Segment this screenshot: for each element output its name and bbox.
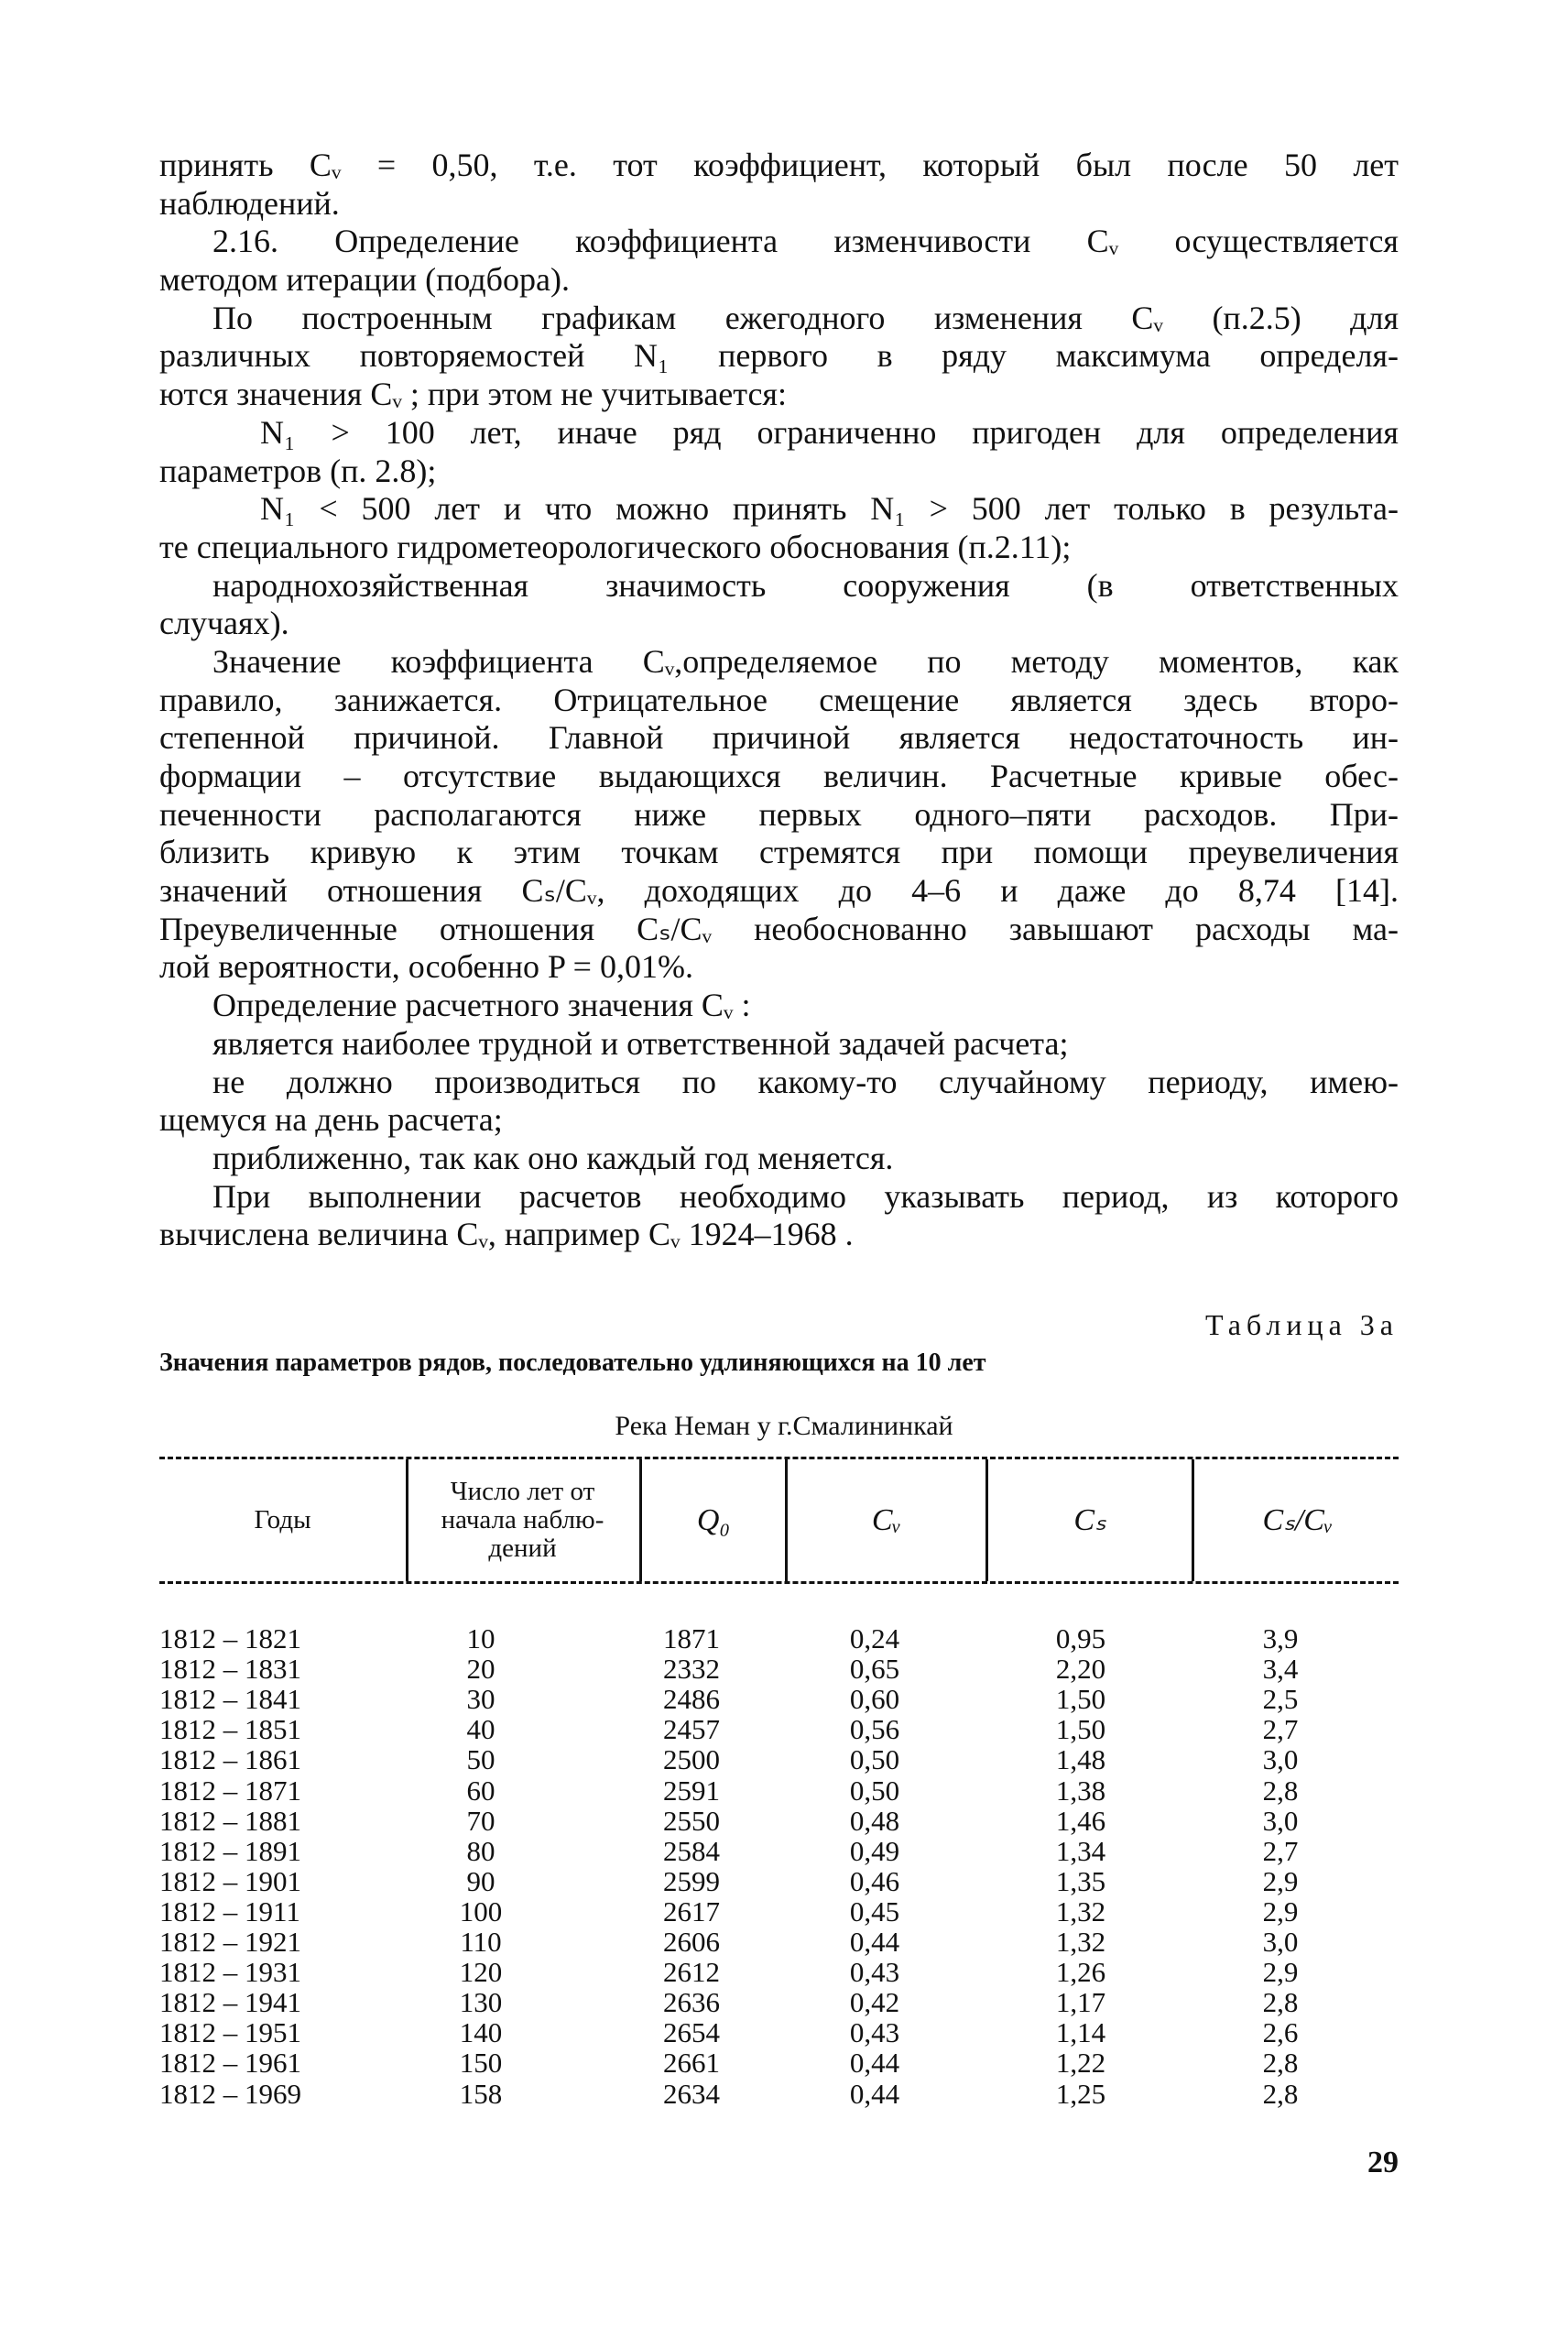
text-line: 2.16. Определение коэффициента изменчивости Cᵥ осуществляется [212, 223, 1399, 260]
cell-count: 20 [466, 1653, 495, 1686]
cell-count: 90 [466, 1864, 495, 1897]
cell-q0: 2584 [663, 1834, 720, 1867]
header-q0-label: Q₀ [696, 1503, 731, 1537]
cell-count: 30 [466, 1683, 495, 1716]
cell-count: 150 [459, 2047, 503, 2080]
text-line: При выполнении расчетов необходимо указывать период, из которого [212, 1177, 1399, 1215]
table-row [0, 2048, 1568, 2078]
body-text [159, 147, 1399, 1254]
cell-q0: 2500 [663, 1743, 720, 1776]
cell-cv: 0,43 [849, 2016, 900, 2049]
cell-q0: 2636 [663, 1986, 720, 2019]
page-number: 29 [1367, 2146, 1399, 2179]
table-row [0, 1775, 1568, 1806]
cell-cv: 0,48 [849, 1804, 900, 1837]
cell-q0: 2457 [663, 1713, 720, 1746]
text-line: является наиболее трудной и ответственной задачей расчета; [212, 1024, 1069, 1062]
cell-q0: 2332 [663, 1653, 720, 1686]
cell-count: 130 [459, 1986, 503, 2019]
cell-years: 1812 – 1881 [159, 1804, 301, 1837]
text-line: значений отношения Cₛ/Cᵥ, доходящих до 4–6 и даже до 8,74 [14]. [159, 872, 1399, 910]
cell-cv: 0,44 [849, 2047, 900, 2080]
cell-count: 60 [466, 1774, 495, 1807]
table-row [0, 1987, 1568, 2017]
cell-years: 1812 – 1941 [159, 1986, 301, 2019]
cell-years: 1812 – 1831 [159, 1653, 301, 1686]
cell-q0: 2599 [663, 1864, 720, 1897]
cell-cv: 0,44 [849, 1926, 900, 1958]
table-row [0, 1744, 1568, 1775]
cell-cs: 1,14 [1055, 2016, 1106, 2049]
cell-q0: 2612 [663, 1956, 720, 1989]
cell-years: 1812 – 1851 [159, 1713, 301, 1746]
text-line: близить кривую к этим точкам стремятся при помощи преувеличения [159, 834, 1399, 871]
text-line: приближенно, так как оно каждый год меняется. [212, 1139, 894, 1176]
cell-years: 1812 – 1891 [159, 1834, 301, 1867]
cell-cv: 0,50 [849, 1743, 900, 1776]
cell-count: 70 [466, 1804, 495, 1837]
cell-count: 140 [459, 2016, 503, 2049]
cell-years: 1812 – 1921 [159, 1926, 301, 1958]
cell-years: 1812 – 1931 [159, 1956, 301, 1989]
table-row [0, 1684, 1568, 1714]
cell-count: 50 [466, 1743, 495, 1776]
table-row [0, 1714, 1568, 1744]
cell-cv: 0,42 [849, 1986, 900, 2019]
cell-count: 110 [460, 1926, 502, 1958]
text-line: народнохозяйственная значимость сооружения (в ответственных [212, 566, 1399, 604]
text-line: формации – отсутствие выдающихся величин. Расчетные кривые обес- [159, 758, 1399, 794]
cell-cs: 1,50 [1055, 1713, 1106, 1746]
header-q0 [639, 1459, 785, 1581]
cell-cv: 0,44 [849, 2077, 900, 2110]
header-cs-cv-label: Cₛ/Cᵥ [1262, 1503, 1334, 1537]
cell-cs: 0,95 [1055, 1622, 1106, 1654]
cell-q0: 2617 [663, 1895, 720, 1927]
cell-cs: 1,48 [1055, 1743, 1106, 1776]
cell-years: 1812 – 1841 [159, 1683, 301, 1716]
text-line: правило, занижается. Отрицательное смещение является здесь второ- [159, 681, 1399, 718]
text-line: различных повторяемостей N₁ первого в ряду максимума определя- [159, 337, 1399, 375]
table-row [0, 1866, 1568, 1896]
cell-cv: 0,50 [849, 1774, 900, 1807]
cell-cv: 0,24 [849, 1622, 900, 1654]
cell-years: 1812 – 1951 [159, 2016, 301, 2049]
text-line: не должно производиться по какому-то случайному периоду, имею- [212, 1063, 1399, 1100]
cell-cs-cv: 2,9 [1262, 1864, 1299, 1897]
cell-cs-cv: 2,9 [1262, 1895, 1299, 1927]
cell-years: 1812 – 1861 [159, 1743, 301, 1776]
cell-q0: 2486 [663, 1683, 720, 1716]
header-cv [785, 1459, 985, 1581]
table-row [0, 1654, 1568, 1684]
text-line: те специального гидрометеорологического обоснования (п.2.11); [159, 528, 1072, 565]
header-count: Число лет от начала наблю-дений [406, 1459, 637, 1581]
cell-cs-cv: 3,0 [1262, 1804, 1299, 1837]
cell-cs-cv: 2,8 [1262, 2077, 1299, 2110]
table-row [0, 1927, 1568, 1957]
cell-years: 1812 – 1901 [159, 1864, 301, 1897]
cell-cs-cv: 2,7 [1262, 1834, 1299, 1867]
text-line: случаях). [159, 605, 289, 642]
cell-cs-cv: 2,5 [1262, 1683, 1299, 1716]
table-row [0, 1836, 1568, 1866]
cell-cs: 1,46 [1055, 1804, 1106, 1837]
cell-years: 1812 – 1911 [159, 1895, 300, 1927]
text-line: Определение расчетного значения Cᵥ : [212, 987, 751, 1024]
cell-cv: 0,43 [849, 1956, 900, 1989]
table-header [159, 1457, 1399, 1584]
table-row [0, 2079, 1568, 2109]
header-cs-cv [1192, 1459, 1401, 1581]
cell-cs: 1,26 [1055, 1956, 1106, 1989]
cell-q0: 1871 [663, 1622, 720, 1654]
cell-count: 10 [466, 1622, 495, 1654]
cell-count: 100 [459, 1895, 503, 1927]
cell-q0: 2550 [663, 1804, 720, 1837]
text-line: вычислена величина Cᵥ, например Cᵥ 1924–1968 . [159, 1216, 854, 1253]
cell-count: 120 [459, 1956, 503, 1989]
cell-cs: 1,35 [1055, 1864, 1106, 1897]
cell-q0: 2606 [663, 1926, 720, 1958]
cell-cs: 1,32 [1055, 1895, 1106, 1927]
header-cs [985, 1459, 1192, 1581]
text-line: Значение коэффициента Cᵥ,определяемое по методу моментов, как [212, 642, 1399, 680]
text-line: принять Cᵥ = 0,50, т.е. тот коэффициент, который был после 50 лет [159, 147, 1399, 183]
text-line: По построенным графикам ежегодного изменения Cᵥ (п.2.5) для [212, 299, 1399, 336]
cell-cv: 0,46 [849, 1864, 900, 1897]
cell-years: 1812 – 1821 [159, 1622, 301, 1654]
text-line: параметров (п. 2.8); [159, 452, 437, 489]
text-line: Преувеличенные отношения Cₛ/Cᵥ необоснованно завышают расходы ма- [159, 910, 1399, 947]
cell-cs-cv: 3,0 [1262, 1743, 1299, 1776]
cell-cv: 0,49 [849, 1834, 900, 1867]
cell-cs-cv: 2,8 [1262, 2047, 1299, 2080]
cell-count: 80 [466, 1834, 495, 1867]
cell-q0: 2634 [663, 2077, 720, 2110]
table-row [0, 1896, 1568, 1927]
cell-q0: 2661 [663, 2047, 720, 2080]
table-row [0, 1957, 1568, 1987]
text-line: печенности располагаются ниже первых одного–пяти расходов. При- [159, 795, 1399, 833]
header-years: Годы [254, 1505, 311, 1534]
cell-cs: 1,22 [1055, 2047, 1106, 2080]
table-subtitle: Река Неман у г.Смалининкай [615, 1411, 953, 1441]
table-row [0, 2017, 1568, 2048]
table-row [0, 1623, 1568, 1654]
text-line: ются значения Cᵥ ; при этом не учитывается: [159, 376, 787, 413]
cell-cs-cv: 3,9 [1262, 1622, 1299, 1654]
text-line: N₁ < 500 лет и что можно принять N₁ > 500 лет только в результа- [260, 490, 1399, 528]
text-line: наблюдений. [159, 184, 340, 222]
cell-q0: 2654 [663, 2016, 720, 2049]
header-cv-label: Cᵥ [871, 1503, 902, 1537]
header-cs-label: Cₛ [1073, 1503, 1106, 1537]
table-number: Таблица 3а [1204, 1308, 1399, 1341]
cell-cs: 1,50 [1055, 1683, 1106, 1716]
text-line: методом итерации (подбора). [159, 261, 570, 299]
cell-cs-cv: 2,9 [1262, 1956, 1299, 1989]
cell-cs-cv: 2,8 [1262, 1774, 1299, 1807]
table-caption: Значения параметров рядов, последовательно удлиняющихся на 10 лет [159, 1349, 986, 1377]
cell-cs-cv: 3,0 [1262, 1926, 1299, 1958]
cell-cs-cv: 2,6 [1262, 2016, 1299, 2049]
cell-cs-cv: 2,7 [1262, 1713, 1299, 1746]
cell-count: 40 [466, 1713, 495, 1746]
cell-cv: 0,65 [849, 1653, 900, 1686]
cell-cs: 1,25 [1055, 2077, 1106, 2110]
cell-cs-cv: 3,4 [1262, 1653, 1299, 1686]
cell-cv: 0,56 [849, 1713, 900, 1746]
cell-cv: 0,45 [849, 1895, 900, 1927]
cell-cv: 0,60 [849, 1683, 900, 1716]
text-line: N₁ > 100 лет, иначе ряд ограниченно пригоден для определения [260, 413, 1399, 451]
cell-cs-cv: 2,8 [1262, 1986, 1299, 2019]
cell-cs: 1,32 [1055, 1926, 1106, 1958]
text-line: степенной причиной. Главной причиной является недостаточность ин- [159, 719, 1399, 757]
cell-years: 1812 – 1969 [159, 2077, 301, 2110]
cell-years: 1812 – 1871 [159, 1774, 301, 1807]
cell-count: 158 [459, 2077, 503, 2110]
cell-years: 1812 – 1961 [159, 2047, 301, 2080]
cell-cs: 2,20 [1055, 1653, 1106, 1686]
text-line: лой вероятности, особенно P = 0,01%. [159, 948, 693, 986]
cell-cs: 1,38 [1055, 1774, 1106, 1807]
table-row [0, 1806, 1568, 1836]
cell-cs: 1,17 [1055, 1986, 1106, 2019]
cell-q0: 2591 [663, 1774, 720, 1807]
text-line: щемуся на день расчета; [159, 1101, 503, 1139]
cell-cs: 1,34 [1055, 1834, 1106, 1867]
